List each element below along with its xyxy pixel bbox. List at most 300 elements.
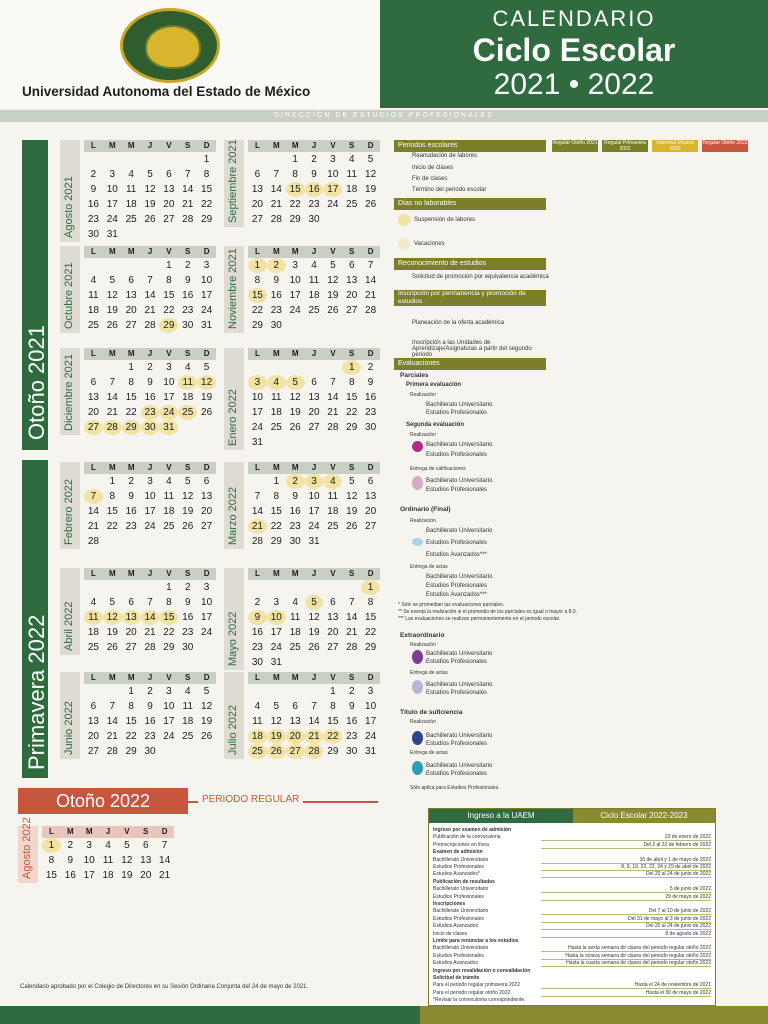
day-cell: 15 bbox=[286, 182, 305, 197]
day-cell: 16 bbox=[251, 627, 263, 638]
day-cell bbox=[286, 435, 305, 450]
day-cell bbox=[178, 227, 197, 242]
day-cell: 25 bbox=[308, 305, 320, 316]
day-cell: 14 bbox=[106, 716, 118, 727]
week-row bbox=[84, 699, 216, 714]
day-cell bbox=[286, 684, 305, 699]
legend-ord-entrega-actas: Entrega de actas bbox=[410, 564, 448, 570]
day-cell: 6 bbox=[254, 169, 261, 180]
day-cell: 13 bbox=[125, 290, 137, 301]
day-cell bbox=[286, 580, 305, 595]
legend-extra-actas-bach: Bachillerato Universitario bbox=[426, 682, 493, 688]
admission-row-label: Examen de admisión bbox=[433, 849, 483, 856]
admission-row-label: Límite para renunciar a los estudios bbox=[433, 938, 519, 944]
day-cell bbox=[178, 420, 197, 435]
week-row bbox=[84, 390, 216, 405]
day-cell: 16 bbox=[270, 290, 282, 301]
day-cell bbox=[361, 212, 380, 227]
day-cell: 10 bbox=[163, 701, 175, 712]
day-cell: 5 bbox=[330, 260, 336, 271]
day-cell: 17 bbox=[106, 199, 118, 210]
day-cell: 17 bbox=[163, 716, 175, 727]
week-row bbox=[84, 375, 216, 390]
week-row bbox=[248, 182, 380, 197]
day-cell: 3 bbox=[166, 362, 172, 373]
day-cell: 8 bbox=[166, 275, 172, 286]
footer-note: Calendario aprobado por el Colegio de Directores en su Sesión Ordinaria Conjunta del 24 de mayo de 2021. bbox=[20, 984, 309, 990]
day-cell bbox=[248, 474, 267, 489]
day-cell: 25 bbox=[248, 744, 267, 759]
admission-row-value: Del 31 de mayo al 3 de junio de 2022 bbox=[541, 916, 711, 923]
day-cell: 19 bbox=[201, 392, 213, 403]
day-cell: 8 bbox=[128, 377, 134, 388]
day-cell bbox=[122, 534, 141, 549]
day-cell: 5 bbox=[147, 169, 153, 180]
day-cell: 18 bbox=[327, 506, 339, 517]
day-cell: 5 bbox=[109, 275, 116, 286]
day-cell: 25 bbox=[327, 521, 339, 532]
day-cell: 18 bbox=[182, 392, 194, 403]
day-cell: 30 bbox=[144, 746, 156, 757]
day-cell: 20 bbox=[346, 290, 358, 301]
day-cell: 5 bbox=[367, 154, 374, 165]
university-name: Universidad Autonoma del Estado de México bbox=[22, 84, 311, 99]
day-cell: 11 bbox=[182, 701, 193, 712]
day-cell: 29 bbox=[346, 422, 358, 433]
weekday-header: L M M J V S D bbox=[248, 568, 380, 580]
section-inscripcion: Inscripción por permanencia y promoción de estudios bbox=[394, 290, 546, 306]
title-years: 2021 • 2022 bbox=[493, 68, 655, 101]
day-cell: 9 bbox=[311, 169, 317, 180]
suspension-swatch bbox=[398, 214, 410, 226]
day-cell: 11 bbox=[88, 290, 99, 301]
titulo-swatch bbox=[412, 731, 423, 745]
day-cell: 23 bbox=[270, 305, 282, 316]
day-cell: 26 bbox=[182, 521, 194, 532]
day-cell: 20 bbox=[125, 627, 137, 638]
day-cell: 17 bbox=[289, 290, 301, 301]
day-cell: 7 bbox=[273, 169, 280, 180]
day-cell: 16 bbox=[305, 182, 324, 197]
day-cell: 11 bbox=[308, 275, 320, 286]
legend-titulo-realizacion: Realización bbox=[410, 719, 436, 725]
day-cell: 8 bbox=[166, 597, 172, 608]
day-cell: 22 bbox=[270, 521, 282, 532]
week-row bbox=[248, 212, 380, 227]
legend-segunda: Segunda evaluación bbox=[406, 422, 465, 428]
day-cell: 7 bbox=[367, 260, 374, 271]
day-cell: 18 bbox=[346, 184, 358, 195]
day-cell: 22 bbox=[365, 627, 377, 638]
day-cell: 20 bbox=[308, 407, 320, 418]
day-cell bbox=[197, 420, 216, 435]
day-cell: 21 bbox=[305, 729, 324, 744]
day-cell: 27 bbox=[84, 420, 103, 435]
day-cell: 7 bbox=[161, 840, 168, 851]
day-cell: 19 bbox=[346, 506, 358, 517]
weekday-header: L M M J V S D bbox=[248, 672, 380, 684]
day-cell: 13 bbox=[201, 491, 213, 502]
day-cell: 2 bbox=[147, 362, 153, 373]
day-cell: 17 bbox=[251, 407, 263, 418]
month-label: Abril 2022 bbox=[60, 568, 80, 655]
day-cell: 13 bbox=[289, 716, 301, 727]
week-row bbox=[84, 744, 216, 759]
admission-row-value: Del 2 al 22 de febrero de 2022 bbox=[541, 842, 711, 849]
legend-ordinario-realizacion: Realización bbox=[410, 518, 436, 524]
day-cell: 14 bbox=[308, 716, 320, 727]
day-cell bbox=[141, 152, 160, 167]
week-row bbox=[42, 868, 174, 883]
day-cell: 26 bbox=[201, 731, 213, 742]
week-row bbox=[84, 595, 216, 610]
day-cell: 1 bbox=[203, 154, 210, 165]
day-cell: 4 bbox=[128, 169, 134, 180]
day-cell: 6 bbox=[367, 476, 374, 487]
day-cell bbox=[178, 152, 197, 167]
legend-vacaciones: Vacaciones bbox=[414, 241, 445, 247]
section-evaluaciones: Evaluaciones bbox=[394, 358, 546, 370]
legend-primera-realizacion: Realización bbox=[410, 392, 436, 398]
day-cell: 30 bbox=[182, 642, 194, 653]
header-right bbox=[380, 0, 768, 108]
week-row bbox=[84, 489, 216, 504]
day-cell: 14 bbox=[270, 184, 282, 195]
day-cell: 9 bbox=[128, 491, 134, 502]
day-cell bbox=[178, 534, 197, 549]
day-cell bbox=[122, 152, 141, 167]
day-cell: 1 bbox=[292, 154, 298, 165]
day-cell: 21 bbox=[327, 407, 339, 418]
day-cell: 29 bbox=[251, 320, 263, 331]
day-cell bbox=[305, 684, 324, 699]
department-band: DIRECCIÓN DE ESTUDIOS PROFESIONALES bbox=[0, 110, 768, 122]
day-cell: 18 bbox=[87, 627, 99, 638]
day-cell: 30 bbox=[308, 214, 320, 225]
day-cell bbox=[323, 212, 342, 227]
day-cell: 4 bbox=[90, 275, 97, 286]
legend-titulo-bach: Bachillerato Universitario bbox=[426, 733, 493, 739]
day-cell: 9 bbox=[147, 701, 153, 712]
week-row bbox=[248, 625, 380, 640]
day-cell: 13 bbox=[346, 275, 358, 286]
week-row bbox=[84, 167, 216, 182]
day-cell bbox=[267, 580, 286, 595]
primavera2022-label: Primavera 2022 bbox=[24, 614, 49, 770]
day-cell bbox=[178, 744, 197, 759]
day-cell: 3 bbox=[147, 476, 153, 487]
day-cell: 28 bbox=[87, 536, 99, 547]
day-cell: 16 bbox=[182, 290, 194, 301]
day-cell: 2 bbox=[67, 840, 74, 851]
day-cell: 9 bbox=[248, 610, 267, 625]
day-cell: 19 bbox=[327, 290, 339, 301]
day-cell: 3 bbox=[305, 474, 324, 489]
section-reconocimiento: Reconocimiento de estudios bbox=[394, 258, 546, 270]
day-cell: 29 bbox=[270, 536, 282, 547]
weekday-header: L M M J V S D bbox=[84, 140, 216, 152]
legend-actas-prof: Estudios Profesionales bbox=[426, 583, 488, 589]
day-cell: 27 bbox=[286, 744, 305, 759]
day-cell: 20 bbox=[163, 199, 175, 210]
day-cell: 2 bbox=[311, 154, 317, 165]
day-cell bbox=[342, 534, 361, 549]
day-cell: 16 bbox=[144, 392, 156, 403]
admission-row-value: Hasta el 30 de mayo de 2022 bbox=[541, 990, 711, 997]
day-cell: 22 bbox=[201, 199, 213, 210]
day-cell: 29 bbox=[163, 642, 175, 653]
week-row bbox=[248, 699, 380, 714]
day-cell: 19 bbox=[267, 729, 286, 744]
day-cell: 9 bbox=[348, 701, 355, 712]
day-cell: 14 bbox=[141, 610, 160, 625]
day-cell: 6 bbox=[348, 260, 355, 271]
day-cell: 20 bbox=[140, 870, 152, 881]
day-cell: 23 bbox=[125, 521, 137, 532]
week-row bbox=[248, 420, 380, 435]
legend-parciales: Parciales bbox=[400, 372, 429, 379]
day-cell bbox=[305, 360, 324, 375]
legend-extraordinario: Extraordinario bbox=[400, 632, 445, 639]
otono2022-title: Otoño 2022 bbox=[18, 788, 188, 814]
day-cell: 3 bbox=[166, 686, 172, 697]
legend-titulo-prof: Estudios Profesionales bbox=[426, 741, 488, 747]
day-cell: 4 bbox=[311, 260, 317, 271]
day-cell: 4 bbox=[292, 597, 298, 608]
day-cell: 25 bbox=[87, 320, 99, 331]
week-row bbox=[84, 318, 216, 333]
day-cell: 6 bbox=[330, 597, 336, 608]
day-cell bbox=[305, 435, 324, 450]
day-cell: 10 bbox=[289, 275, 301, 286]
day-cell: 7 bbox=[147, 597, 153, 608]
day-cell: 10 bbox=[106, 184, 118, 195]
admission-row-value: 29 de mayo de 2022 bbox=[541, 894, 711, 901]
day-cell: 21 bbox=[182, 199, 194, 210]
day-cell: 23 bbox=[251, 642, 263, 653]
day-cell: 8 bbox=[292, 169, 298, 180]
day-cell: 13 bbox=[87, 716, 99, 727]
day-cell: 27 bbox=[251, 214, 263, 225]
admission-row-value: 8, 9, 10, 22, 23, 24 y 29 de abril de 2022 bbox=[541, 864, 711, 871]
day-cell: 16 bbox=[125, 506, 137, 517]
week-row bbox=[84, 729, 216, 744]
day-cell: 4 bbox=[184, 362, 191, 373]
weekday-header: L M M J V S D bbox=[248, 348, 380, 360]
day-cell: 12 bbox=[365, 169, 377, 180]
day-cell: 9 bbox=[184, 275, 191, 286]
day-cell bbox=[361, 655, 380, 670]
day-cell: 21 bbox=[365, 290, 377, 301]
month-label: Enero 2022 bbox=[224, 348, 244, 450]
admission-title-right: Ciclo Escolar 2022-2023 bbox=[573, 809, 715, 823]
day-cell: 26 bbox=[327, 305, 339, 316]
day-cell: 27 bbox=[125, 642, 137, 653]
day-cell: 3 bbox=[273, 597, 280, 608]
day-cell: 20 bbox=[125, 305, 137, 316]
day-cell: 20 bbox=[251, 199, 263, 210]
legend-inicio-clases: Inicio de clases bbox=[412, 165, 454, 171]
day-cell: 9 bbox=[147, 377, 153, 388]
day-cell: 19 bbox=[308, 627, 320, 638]
week-row bbox=[84, 303, 216, 318]
day-cell bbox=[197, 227, 216, 242]
admission-title-left: Ingreso a la UAEM bbox=[429, 809, 573, 823]
day-cell: 27 bbox=[346, 305, 358, 316]
day-cell: 18 bbox=[102, 870, 114, 881]
day-cell: 17 bbox=[308, 506, 320, 517]
week-row bbox=[248, 489, 380, 504]
day-cell bbox=[84, 258, 103, 273]
day-cell: 11 bbox=[346, 169, 357, 180]
legend-segunda-prof: Estudios Profesionales bbox=[426, 452, 488, 458]
weekday-header: L M M J V S D bbox=[248, 140, 380, 152]
weekday-header: L M M J V S D bbox=[42, 826, 174, 838]
day-cell: 30 bbox=[365, 422, 377, 433]
day-cell: 13 bbox=[308, 392, 320, 403]
day-cell: 15 bbox=[106, 506, 118, 517]
day-cell: 21 bbox=[159, 870, 171, 881]
admission-row-value: 8 de agosto de 2022 bbox=[541, 931, 711, 938]
note-2: ** Se exenta la realización si el promedio de los parciales es igual o mayor a 8.0. bbox=[398, 609, 577, 615]
week-row bbox=[84, 519, 216, 534]
week-row bbox=[248, 152, 380, 167]
day-cell: 24 bbox=[159, 405, 178, 420]
day-cell: 27 bbox=[365, 521, 377, 532]
day-cell: 28 bbox=[182, 214, 194, 225]
day-cell: 7 bbox=[311, 701, 317, 712]
day-cell: 5 bbox=[203, 686, 210, 697]
day-cell: 1 bbox=[42, 838, 61, 853]
day-cell bbox=[361, 318, 380, 333]
week-row bbox=[248, 640, 380, 655]
admission-row-value: 23 de enero de 2022 bbox=[541, 834, 711, 841]
day-cell: 8 bbox=[203, 169, 210, 180]
admission-row-label: Para el periodo regular otoño 2022 bbox=[433, 989, 511, 996]
day-cell: 9 bbox=[184, 597, 191, 608]
admission-row-value: Hasta la cuarta semana de clases del periodo regular otoño 2022 bbox=[541, 960, 711, 967]
day-cell: 10 bbox=[163, 377, 175, 388]
day-cell bbox=[342, 435, 361, 450]
day-cell: 7 bbox=[109, 377, 116, 388]
day-cell: 24 bbox=[327, 199, 339, 210]
day-cell: 30 bbox=[251, 657, 263, 668]
day-cell: 17 bbox=[365, 716, 377, 727]
admission-row-label: Para el periodo regular primavera 2022 bbox=[433, 982, 520, 989]
day-cell: 8 bbox=[128, 701, 134, 712]
day-cell bbox=[84, 360, 103, 375]
day-cell bbox=[286, 360, 305, 375]
day-cell: 21 bbox=[106, 407, 118, 418]
day-cell: 15 bbox=[270, 506, 282, 517]
day-cell: 7 bbox=[330, 377, 336, 388]
weekday-header: L M M J V S D bbox=[248, 462, 380, 474]
note-solo-prof: Sólo aplica para Estudios Profesionales. bbox=[410, 785, 500, 791]
day-cell: 17 bbox=[323, 182, 342, 197]
admission-box bbox=[428, 808, 716, 1006]
day-cell: 18 bbox=[289, 627, 301, 638]
day-cell: 14 bbox=[182, 184, 194, 195]
otono2021-periodo-regular: PERIODO REGULAR bbox=[30, 172, 41, 270]
day-cell: 26 bbox=[365, 199, 377, 210]
day-cell bbox=[159, 744, 178, 759]
day-cell: 28 bbox=[270, 214, 282, 225]
week-row bbox=[248, 273, 380, 288]
week-row bbox=[84, 580, 216, 595]
day-cell: 14 bbox=[327, 392, 339, 403]
day-cell: 19 bbox=[365, 184, 377, 195]
week-row bbox=[248, 655, 380, 670]
day-cell: 9 bbox=[90, 184, 97, 195]
day-cell: 30 bbox=[289, 536, 301, 547]
day-cell: 22 bbox=[251, 305, 263, 316]
day-cell: 16 bbox=[182, 612, 194, 623]
day-cell: 21 bbox=[248, 519, 267, 534]
day-cell: 11 bbox=[271, 392, 282, 403]
day-cell: 23 bbox=[182, 627, 194, 638]
day-cell: 12 bbox=[308, 612, 320, 623]
day-cell bbox=[103, 580, 122, 595]
day-cell: 14 bbox=[365, 275, 377, 286]
admission-row-label: Publicación de la convocatoria bbox=[433, 834, 501, 841]
day-cell: 27 bbox=[308, 422, 320, 433]
weekday-header: L M M J V S D bbox=[84, 462, 216, 474]
day-cell: 6 bbox=[90, 701, 97, 712]
day-cell: 7 bbox=[84, 489, 103, 504]
primavera2022-periodo-regular: PERIODO REGULAR bbox=[30, 514, 41, 612]
week-row bbox=[248, 534, 380, 549]
day-cell: 6 bbox=[128, 597, 134, 608]
day-cell: 5 bbox=[348, 476, 355, 487]
day-cell: 19 bbox=[201, 716, 213, 727]
day-cell: 2 bbox=[267, 258, 286, 273]
day-cell: 25 bbox=[289, 642, 301, 653]
day-cell bbox=[84, 152, 103, 167]
day-cell: 24 bbox=[289, 305, 301, 316]
day-cell: 19 bbox=[182, 506, 194, 517]
day-cell: 13 bbox=[140, 855, 152, 866]
day-cell: 12 bbox=[289, 392, 301, 403]
day-cell: 25 bbox=[163, 521, 175, 532]
day-cell: 22 bbox=[163, 627, 175, 638]
day-cell: 25 bbox=[346, 199, 358, 210]
day-cell bbox=[84, 474, 103, 489]
day-cell: 2 bbox=[286, 474, 305, 489]
day-cell: 20 bbox=[365, 506, 377, 517]
week-row bbox=[248, 519, 380, 534]
day-cell: 12 bbox=[144, 184, 156, 195]
day-cell bbox=[122, 580, 141, 595]
day-cell: 3 bbox=[203, 582, 210, 593]
day-cell: 4 bbox=[267, 375, 286, 390]
admission-row-value: Hasta el 24 de noviembre de 2021 bbox=[541, 982, 711, 989]
day-cell: 12 bbox=[346, 491, 358, 502]
day-cell: 15 bbox=[163, 290, 175, 301]
admission-row-value: Hasta la octava semana de clases del periodo regular otoño 2022 bbox=[541, 953, 711, 960]
week-row bbox=[248, 288, 380, 303]
legend-ord-av: Estudios Avanzados*** bbox=[426, 552, 487, 558]
day-cell: 22 bbox=[289, 199, 301, 210]
day-cell: 1 bbox=[128, 686, 134, 697]
otono2022-banner bbox=[18, 788, 378, 814]
title-ciclo-escolar: Ciclo Escolar bbox=[472, 32, 676, 68]
day-cell: 31 bbox=[159, 420, 178, 435]
day-cell: 10 bbox=[201, 597, 213, 608]
day-cell: 11 bbox=[84, 610, 103, 625]
day-cell: 23 bbox=[182, 305, 194, 316]
day-cell: 30 bbox=[346, 746, 358, 757]
admission-row-label: Inicio de clases bbox=[433, 930, 468, 937]
